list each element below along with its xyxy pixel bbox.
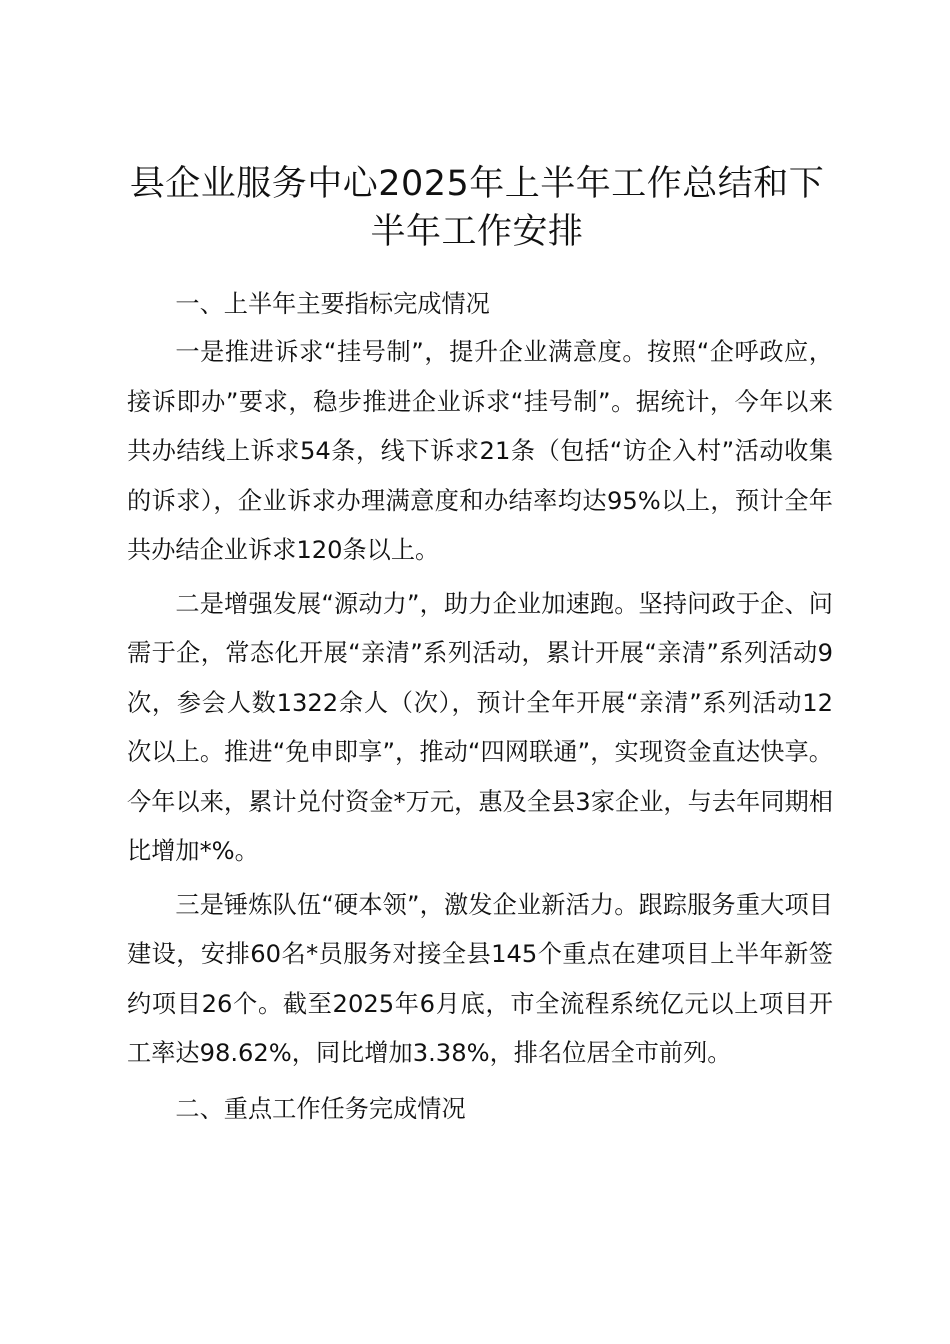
- paragraph-2: 二是增强发展“源动力”，助力企业加速跑。坚持问政于企、问需于企，常态化开展“亲清”系列活动，累计开展“亲清”系列活动9次，参会人数1322余人（次），预计全年开展“亲清”系列活动12次以上。推进“免申即享”，推动“四网联通”，实现资金直达快享。今年以来，累计兑付资金*万元，惠及全县3家企业，与去年同期相比增加*%。: [127, 589, 833, 865]
- paragraph-3: 三是锤炼队伍“硬本领”，激发企业新活力。跟踪服务重大项目建设，安排60名*员服务对接全县145个重点在建项目上半年新签约项目26个。截至2025年6月底，市全流程系统亿元以上项目开工率达98.62%，同比增加3.38%，排名位居全市前列。: [127, 890, 833, 1067]
- document-body: [127, 284, 833, 1133]
- section-heading-2: 二、重点工作任务完成情况: [175, 1094, 466, 1123]
- paragraph-1: 一是推进诉求“挂号制”，提升企业满意度。按照“企呼政应，接诉即办”要求，稳步推进企业诉求“挂号制”。据统计，今年以来共办结线上诉求54条，线下诉求21条（包括“访企入村”活动收集的诉求），企业诉求办理满意度和办结率均达95%以上，预计全年共办结企业诉求120条以上。: [127, 338, 833, 564]
- document-title: 县企业服务中心2025年上半年工作总结和下半年工作安排: [129, 164, 825, 252]
- section-heading-1: 一、上半年主要指标完成情况: [175, 290, 490, 318]
